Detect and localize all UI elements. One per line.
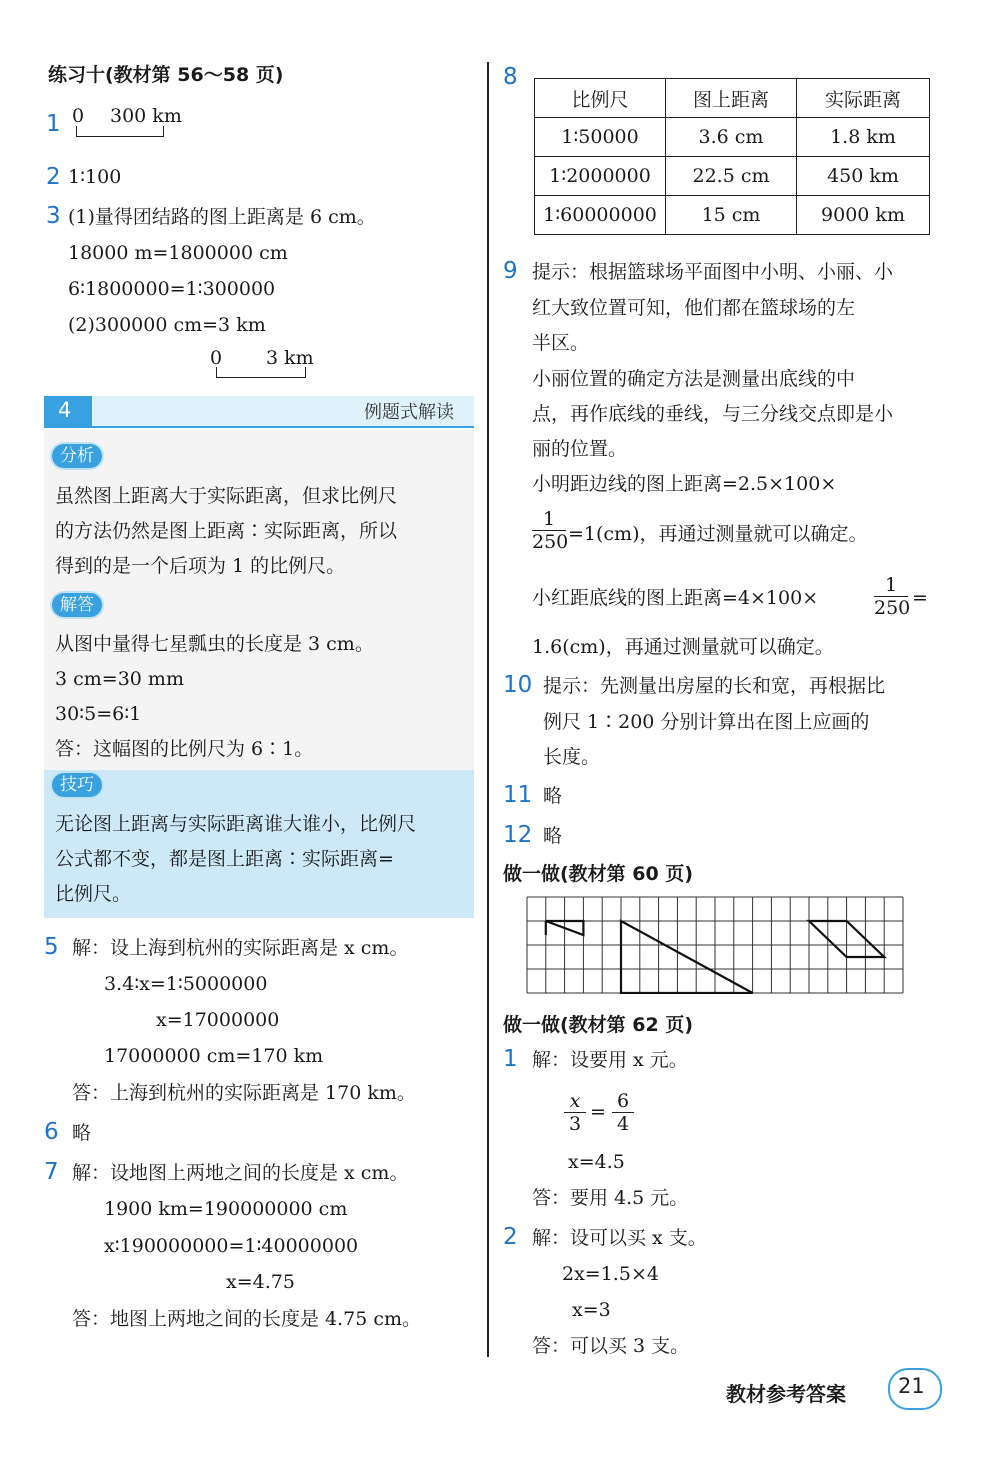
- answer-line: 丽的位置。: [532, 438, 628, 460]
- answer-line: 解：设要用 x 元。: [532, 1049, 688, 1071]
- question-number: 2: [503, 1224, 518, 1250]
- fraction: [874, 574, 911, 619]
- answer-line: 答：可以买 3 支。: [532, 1335, 690, 1357]
- table-header-row: [535, 79, 930, 118]
- fraction-numerator: 1: [542, 508, 556, 530]
- fraction-denominator: 250: [532, 531, 569, 553]
- scale-table: [534, 78, 930, 235]
- answer-line: 答：上海到杭州的实际距离是 170 km。: [72, 1082, 416, 1104]
- fraction: [612, 1090, 634, 1135]
- question-number: 1: [46, 111, 61, 137]
- question-number: 10: [503, 672, 533, 698]
- table-header: 比例尺: [535, 79, 666, 118]
- table-cell: 15 cm: [666, 196, 797, 235]
- answer-text: 1∶100: [68, 166, 122, 188]
- fraction-denominator: 4: [612, 1112, 634, 1135]
- grid-drawing: [526, 896, 904, 994]
- answer-line: =1(cm)，再通过测量就可以确定。: [568, 523, 868, 545]
- answer-line: 红大致位置可知，他们都在篮球场的左: [532, 297, 856, 319]
- table-row: [535, 118, 930, 157]
- fraction-numerator: x: [569, 1090, 581, 1112]
- scale-label: 3 km: [266, 347, 314, 369]
- answer-line: 答：地图上两地之间的长度是 4.75 cm。: [72, 1308, 422, 1330]
- table-cell: 3.6 cm: [666, 118, 797, 157]
- answer-line: x∶190000000=1∶40000000: [104, 1235, 359, 1257]
- answer-text: 略: [72, 1122, 92, 1144]
- question-number: 11: [503, 782, 533, 808]
- answer-line: 3 cm=30 mm: [55, 668, 184, 690]
- analysis-line: 的方法仍然是图上距离∶实际距离，所以: [55, 520, 398, 542]
- answer-line: 长度。: [543, 746, 601, 768]
- skill-line: 公式都不变，都是图上距离∶实际距离=: [55, 848, 394, 870]
- answer-line: (2)300000 cm=3 km: [68, 314, 266, 336]
- grid-lines: [527, 897, 903, 993]
- scale-zero: 0: [210, 347, 223, 369]
- table-cell: 1∶2000000: [535, 157, 666, 196]
- fraction: [532, 508, 569, 553]
- equals-sign: =: [590, 1101, 606, 1123]
- fraction-denominator: 3: [564, 1112, 586, 1135]
- answer-line: 解：设可以买 x 支。: [532, 1227, 707, 1249]
- skill-line: 无论图上距离与实际距离谁大谁小，比例尺: [55, 813, 417, 835]
- answer-line: 18000 m=1800000 cm: [68, 242, 288, 264]
- table-row: [535, 196, 930, 235]
- table-header: 图上距离: [666, 79, 797, 118]
- answer-line: 3.4∶x=1∶5000000: [104, 973, 268, 995]
- answer-line: (1)量得团结路的图上距离是 6 cm。: [68, 206, 376, 228]
- table-cell: 1∶60000000: [535, 196, 666, 235]
- question-number: 9: [503, 258, 518, 284]
- footer-label: 教材参考答案: [726, 1382, 846, 1406]
- answer-line: x=17000000: [156, 1009, 280, 1031]
- skill-line: 比例尺。: [55, 883, 132, 905]
- large-triangle: [621, 921, 753, 993]
- fraction-denominator: 250: [874, 597, 911, 619]
- answer-line: 答：要用 4.5 元。: [532, 1187, 689, 1209]
- answer-line: 点，再作底线的垂线，与三分线交点即是小: [532, 403, 894, 425]
- answer-tag: 解答: [52, 593, 102, 617]
- answer-line: 小明距边线的图上距离=2.5×100×: [532, 473, 837, 495]
- answer-line: x=4.75: [226, 1271, 295, 1293]
- answer-line: 6∶1800000=1∶300000: [68, 278, 276, 300]
- answer-line: x=4.5: [568, 1151, 625, 1173]
- analysis-tag: 分析: [52, 444, 102, 468]
- answer-line: x=3: [572, 1299, 611, 1321]
- scale-bar: [216, 367, 306, 378]
- question-number: 5: [44, 934, 59, 960]
- answer-line: 提示：先测量出房屋的长和宽，再根据比: [543, 675, 886, 697]
- analysis-line: 得到的是一个后项为 1 的比例尺。: [55, 555, 346, 577]
- question-number: 6: [44, 1119, 59, 1145]
- table-cell: 1∶50000: [535, 118, 666, 157]
- section-title: 做一做(教材第 60 页): [503, 863, 694, 885]
- answer-line: 1.6(cm)，再通过测量就可以确定。: [532, 636, 834, 658]
- table-cell: 9000 km: [797, 196, 930, 235]
- answer-line: 解：设地图上两地之间的长度是 x cm。: [72, 1162, 409, 1184]
- answer-text: 略: [543, 825, 563, 847]
- answer-line: 2x=1.5×4: [562, 1263, 659, 1285]
- answer-text: 略: [543, 785, 563, 807]
- equals-sign: =: [912, 587, 928, 609]
- page-number: 21: [898, 1374, 925, 1398]
- table-cell: 1.8 km: [797, 118, 930, 157]
- answer-line: 半区。: [532, 332, 590, 354]
- question-number: 8: [503, 64, 518, 90]
- answer-line: 答：这幅图的比例尺为 6∶1。: [55, 738, 314, 760]
- table-header: 实际距离: [797, 79, 930, 118]
- answer-line: 1900 km=190000000 cm: [104, 1198, 348, 1220]
- question-number: 7: [44, 1159, 59, 1185]
- answer-line: 30∶5=6∶1: [55, 703, 142, 725]
- answer-line: 解：设上海到杭州的实际距离是 x cm。: [72, 937, 409, 959]
- answer-line: 例尺 1∶200 分别计算出在图上应画的: [543, 711, 870, 733]
- section-title: 做一做(教材第 62 页): [503, 1014, 694, 1036]
- fraction: [564, 1090, 586, 1135]
- skill-tag: 技巧: [52, 773, 102, 797]
- fraction-numerator: 1: [884, 574, 898, 596]
- analysis-line: 虽然图上距离大于实际距离，但求比例尺: [55, 485, 398, 507]
- column-divider: [487, 62, 489, 1357]
- question-number: 1: [503, 1046, 518, 1072]
- answer-line: 从图中量得七星瓢虫的长度是 3 cm。: [55, 633, 374, 655]
- answer-line: 17000000 cm=170 km: [104, 1045, 324, 1067]
- question-number: 3: [46, 203, 61, 229]
- scale-bar: [76, 126, 164, 137]
- table-row: [535, 157, 930, 196]
- scale-label: 300 km: [110, 105, 182, 127]
- fraction-numerator: 6: [616, 1090, 630, 1112]
- banner-underline: [44, 426, 474, 428]
- answer-line: 小丽位置的确定方法是测量出底线的中: [532, 368, 856, 390]
- table-cell: 450 km: [797, 157, 930, 196]
- question-number: 2: [46, 164, 61, 190]
- table-cell: 22.5 cm: [666, 157, 797, 196]
- banner-label: 例题式解读: [364, 402, 454, 423]
- question-number: 4: [58, 398, 72, 422]
- answer-line: 提示：根据篮球场平面图中小明、小丽、小: [532, 261, 894, 283]
- question-number: 12: [503, 822, 533, 848]
- scale-zero: 0: [72, 105, 85, 127]
- section-title: 练习十(教材第 56～58 页): [48, 64, 284, 86]
- answer-line: 小红距底线的图上距离=4×100×: [532, 587, 819, 609]
